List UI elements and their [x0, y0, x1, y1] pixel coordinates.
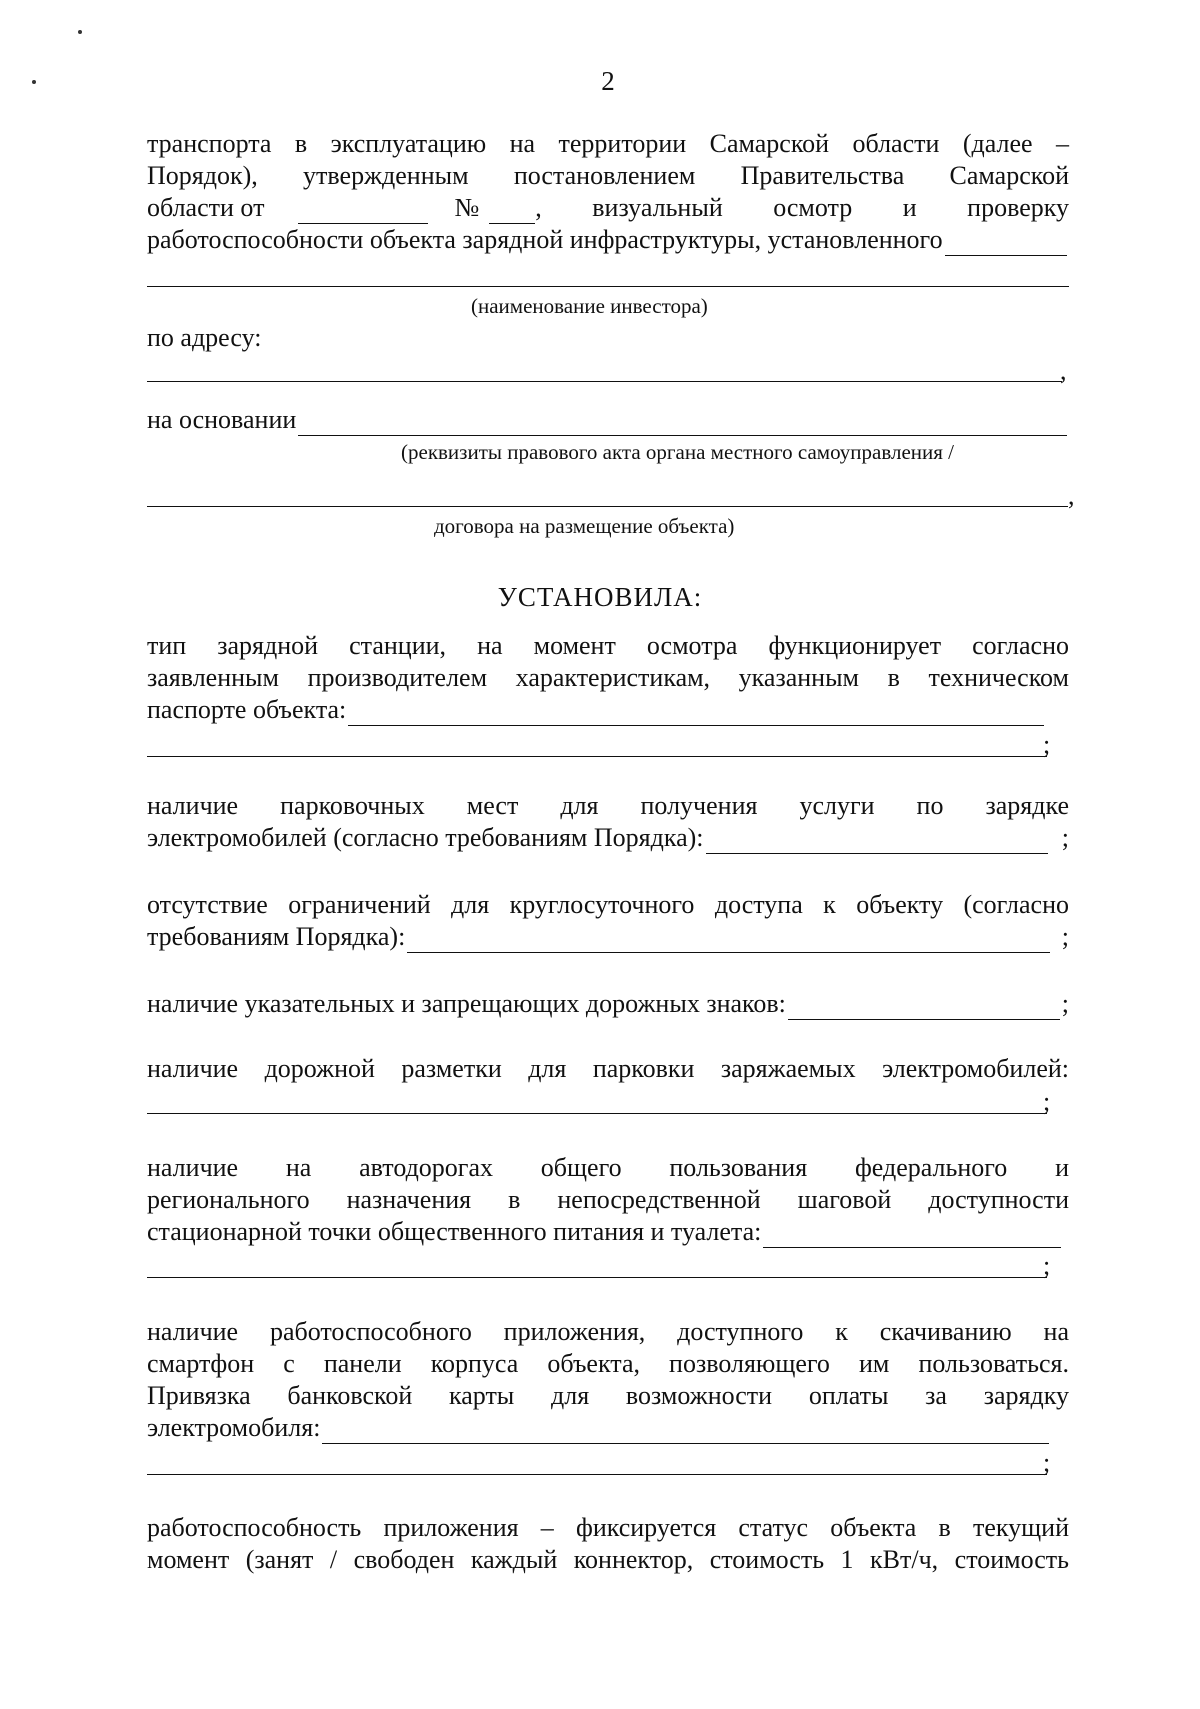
p1-semicolon: ; — [1043, 730, 1051, 759]
p6-line-2: регионального назначения в непосредственной шаговой доступности — [147, 1185, 1069, 1214]
p7-semicolon: ; — [1043, 1448, 1051, 1477]
p3-access — [147, 889, 1069, 953]
intro-line-1: транспорта в эксплуатацию на территории Самарской области (далее – — [147, 129, 1069, 158]
p7-blank — [322, 1419, 1049, 1444]
p3-line-2 — [147, 921, 1069, 953]
p7-application — [147, 1316, 1069, 1444]
p2-line-2 — [147, 822, 1069, 854]
p5-semicolon: ; — [1043, 1087, 1051, 1116]
p2-semicolon: ; — [1061, 823, 1069, 852]
p1-line-3 — [147, 694, 1069, 726]
section-title: УСТАНОВИЛА: — [497, 582, 703, 612]
p1-blank — [348, 701, 1044, 726]
p3-line-2-text: требованиям Порядка): — [147, 922, 406, 951]
p7-line-4 — [147, 1412, 1069, 1444]
basis-label: на основании — [147, 405, 297, 434]
p8-app-status — [147, 1512, 1069, 1576]
address-label: по адресу: — [147, 323, 262, 352]
intro-inspection-text: , визуальный осмотр и проверку — [535, 193, 1069, 222]
address-comma: , — [1060, 356, 1067, 385]
p1-line-2: заявленным производителем характеристикам, указанным в техническом — [147, 663, 1069, 692]
p1-line-2-blank — [147, 756, 1047, 757]
p3-semicolon: ; — [1061, 922, 1069, 951]
basis-comma: , — [1068, 481, 1075, 510]
intro-line-2: Порядок), утвержденным постановлением Правительства Самарской — [147, 161, 1069, 190]
installed-blank — [945, 231, 1067, 256]
date-blank — [298, 199, 428, 224]
intro-line-4-text: работоспособности объекта зарядной инфраструктуры, установленного — [147, 225, 943, 254]
p7-line-1: наличие работоспособного приложения, доступного к скачиванию на — [147, 1317, 1069, 1346]
p4-line-1-text: наличие указательных и запрещающих дорожных знаков: — [147, 989, 786, 1018]
p7-line-4-text: электромобиля: — [147, 1413, 321, 1442]
p5-line-1: наличие дорожной разметки для парковки заряжаемых электромобилей: — [147, 1054, 1069, 1083]
p2-line-2-text: электромобилей (согласно требованиям Порядка): — [147, 823, 704, 852]
p4-blank — [788, 995, 1060, 1020]
p6-semicolon: ; — [1043, 1251, 1051, 1280]
p7-line-2-blank — [147, 1474, 1047, 1475]
p3-blank — [407, 928, 1049, 953]
intro-line-3 — [147, 192, 1069, 224]
p7-line-2: смартфон с панели корпуса объекта, позволяющего им пользоваться. — [147, 1349, 1069, 1378]
p6-line-1: наличие на автодорогах общего пользования федерального и — [147, 1153, 1069, 1182]
p4-line-1 — [147, 988, 1069, 1020]
p8-line-2: момент (занят / свободен каждый коннектор, стоимость 1 кВт/ч, стоимость — [147, 1545, 1069, 1574]
p6-food-toilet — [147, 1152, 1069, 1248]
p1-charging-type — [147, 630, 1069, 726]
p6-blank — [763, 1223, 1061, 1248]
p4-semicolon: ; — [1061, 989, 1069, 1018]
p1-line-1: тип зарядной станции, на момент осмотра функционирует согласно — [147, 631, 1069, 660]
basis-line-2 — [147, 506, 1068, 507]
p5-blank — [147, 1113, 1047, 1114]
p1-line-3-text: паспорте объекта: — [147, 695, 347, 724]
number-blank — [489, 199, 535, 224]
page-number: 2 — [601, 66, 615, 96]
scan-speck — [78, 30, 82, 34]
p6-line-3-text: стационарной точки общественного питания и туалета: — [147, 1217, 762, 1246]
number-sign: № — [454, 193, 480, 222]
p5-road-marking — [147, 1053, 1069, 1085]
p2-parking — [147, 790, 1069, 854]
basis-caption-2: договора на размещение объекта) — [434, 514, 735, 538]
p3-line-1: отсутствие ограничений для круглосуточного доступа к объекту (согласно — [147, 890, 1069, 919]
basis-blank — [298, 411, 1067, 436]
p7-line-3: Привязка банковской карты для возможности оплаты за зарядку — [147, 1381, 1069, 1410]
p2-line-1: наличие парковочных мест для получения услуги по зарядке — [147, 791, 1069, 820]
investor-name-line — [147, 286, 1069, 287]
intro-line-4 — [147, 224, 1069, 256]
basis-row — [147, 404, 1069, 436]
p8-line-1: работоспособность приложения – фиксируется статус объекта в текущий — [147, 1513, 1069, 1542]
address-line — [147, 381, 1062, 382]
intro-paragraph — [147, 128, 1069, 256]
p6-line-2-blank — [147, 1277, 1047, 1278]
p6-line-3 — [147, 1216, 1069, 1248]
basis-caption-1: (реквизиты правового акта органа местного самоуправления / — [401, 440, 954, 464]
intro-from-label: области от — [147, 193, 265, 222]
p4-road-signs — [147, 988, 1069, 1020]
p2-blank — [706, 829, 1048, 854]
investor-caption: (наименование инвестора) — [471, 294, 708, 318]
